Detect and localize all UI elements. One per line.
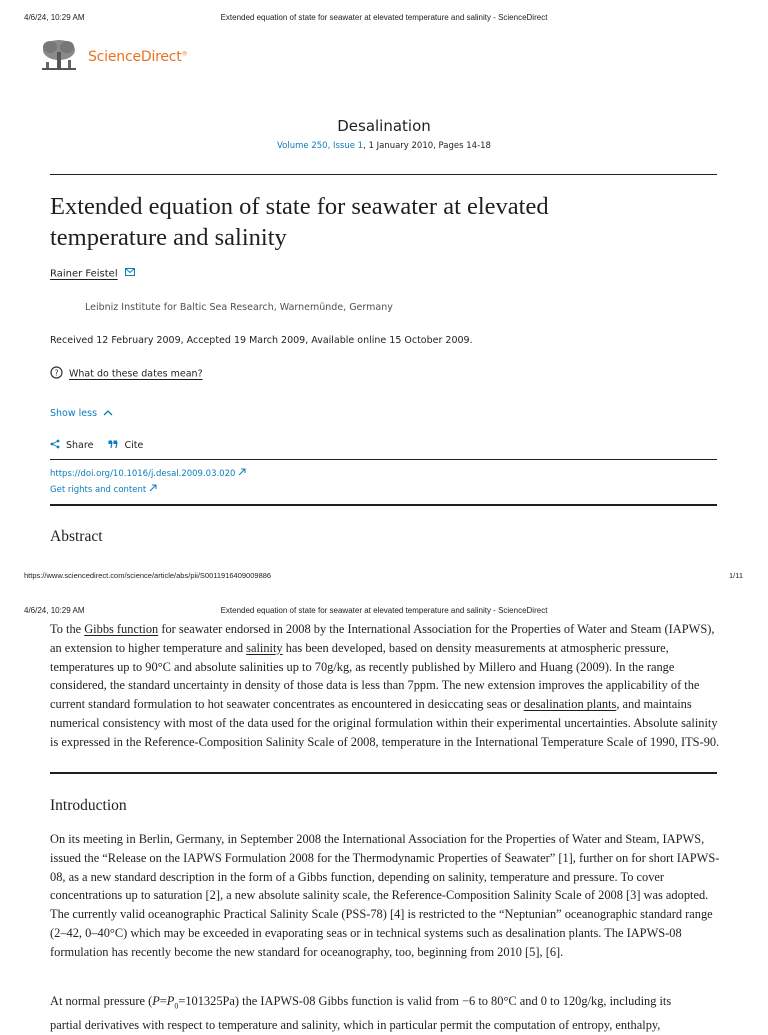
dates-help-row [50,366,203,382]
abstract-text-4: , and maintains numerical consistency with most of the data used for the original formulation within their experimental uncertainties. Absolute salinity is expressed in the Reference-Composition Salinity Scale of 2008, temperature in the International Temperature Scale of 1990, ITS-90. [50,697,720,749]
external-link-icon [238,468,246,479]
author-row [50,268,135,280]
article-title [50,191,730,253]
print-title-page2: Extended equation of state for seawater at elevated temperature and salinity - ScienceDirect [220,606,548,615]
volume-issue-link[interactable]: Volume 250, Issue 1 [277,141,364,151]
journal-issue [0,141,768,151]
envelope-icon[interactable] [125,268,135,279]
print-timestamp: 4/6/24, 10:29 AM [24,13,85,22]
pressure-symbol: P [152,994,160,1008]
salinity-link[interactable]: salinity [246,640,283,655]
svg-text:?: ? [54,368,59,378]
brand-registered-mark: ® [181,50,188,58]
doi-text: https://doi.org/10.1016/j.desal.2009.03.020 [50,469,236,479]
external-link-icon [149,484,157,495]
share-label: Share [66,440,94,451]
intro-p2-text-1: At normal pressure ( [50,994,153,1008]
introduction-body [50,830,720,962]
abstract-text-2: for seawater endorsed in 2008 by the International Association for the Properties of Water and Steam (IAPWS), an extension to higher temperature and [50,622,715,655]
article-title-line-2: temperature and salinity [50,224,287,251]
share-button[interactable] [50,440,96,451]
brand-name: ScienceDirect [88,49,182,65]
journal-title[interactable]: Desalination [337,117,431,135]
abstract-body [50,620,720,752]
print-url: https://www.sciencedirect.com/science/article/abs/pii/S0011916409009886 [24,571,272,580]
doi-link[interactable] [50,468,246,479]
abstract-heading: Abstract [50,528,103,545]
quote-icon [108,440,118,452]
article-dates: Received 12 February 2009, Accepted 19 March 2009, Available online 15 October 2009. [50,335,473,346]
cite-button[interactable] [108,440,143,451]
author-name-link[interactable]: Rainer Feistel [50,268,118,280]
introduction-paragraph-1: On its meeting in Berlin, Germany, in September 2008 the International Association for the Properties of Water and Steam, IAPWS, issued the “Release on the IAPWS Formulation 2008 for the Thermodynamic Properties of Seawater” [1], further on for short IAPWS-08, as a new standard description in the form of a Gibbs function, depending on salinity, temperature and pressure. To cover concentrations up to saturation [2], a new absolute salinity scale, the Reference-Composition Salinity Scale of 2008 [3] was adopted. The currently valid oceanographic Practical Salinity Scale (PSS-78) [4] is restricted to the “Neptunian” oceanographic standard range (2–42, 0–40°C) which may be exceeded in evaporating seas or in technical systems such as desalination plants. The IAPWS-08 formulation has recently become the new standard for oceanography, too, beginning from 2010 [5], [6]. [50,832,720,959]
pressure-zero-subscript: 0 [174,1001,179,1011]
abstract-divider [50,772,717,774]
print-title: Extended equation of state for seawater at elevated temperature and salinity - ScienceDirect [220,13,548,22]
header-divider [50,174,717,175]
rights-divider [50,504,717,506]
abstract-text-1: To the [50,622,85,636]
pressure-zero-symbol: P [166,994,175,1008]
desalination-plants-link[interactable]: desalination plants [523,697,617,712]
introduction-paragraph-2 [50,992,730,1035]
rights-text: Get rights and content [50,485,147,495]
abstract-text-3: has been developed, based on density measurements at atmospheric pressure, temperatures up to 90°C and absolute salinities up to 70g/kg, as recently published by Millero and Huang (2009). In the range considered, the standard uncertainty in density of those data is less than 7ppm. The new extension improves the applicability of the current standard formulation to hot seawater concentrates as encountered in desiccating seas or [50,640,700,712]
question-circle-icon [50,366,63,382]
introduction-heading: Introduction [50,797,127,814]
share-cite-row [50,439,143,452]
dates-help-link[interactable]: What do these dates mean? [69,368,203,380]
intro-p2-text-3: partial derivatives with respect to temperature and salinity, which in particular permit the computation of entropy, enthalpy, [50,1018,661,1033]
elsevier-tree-logo-icon[interactable] [38,38,80,74]
sciencedirect-logo[interactable] [88,49,187,65]
share-icon [50,439,60,452]
chevron-up-icon [103,408,113,419]
print-page-number: 1/11 [729,571,744,580]
author-affiliation: Leibniz Institute for Baltic Sea Research, Warnemünde, Germany [85,302,393,313]
issue-date-pages: , 1 January 2010, Pages 14-18 [363,141,491,151]
gibbs-function-link[interactable]: Gibbs function [84,622,159,636]
cite-label: Cite [124,440,144,451]
rights-link[interactable] [50,484,157,495]
share-divider [50,459,717,460]
article-title-line-1: Extended equation of state for seawater at elevated [50,193,549,220]
show-less-button[interactable] [50,408,113,419]
print-timestamp-page2: 4/6/24, 10:29 AM [24,606,85,615]
show-less-label: Show less [50,408,98,419]
equals-sign: = [159,994,167,1008]
intro-p2-text-2: =101325Pa) the IAPWS-08 Gibbs function is valid from −6 to 80°C and 0 to 120g/kg, including its [178,994,672,1008]
